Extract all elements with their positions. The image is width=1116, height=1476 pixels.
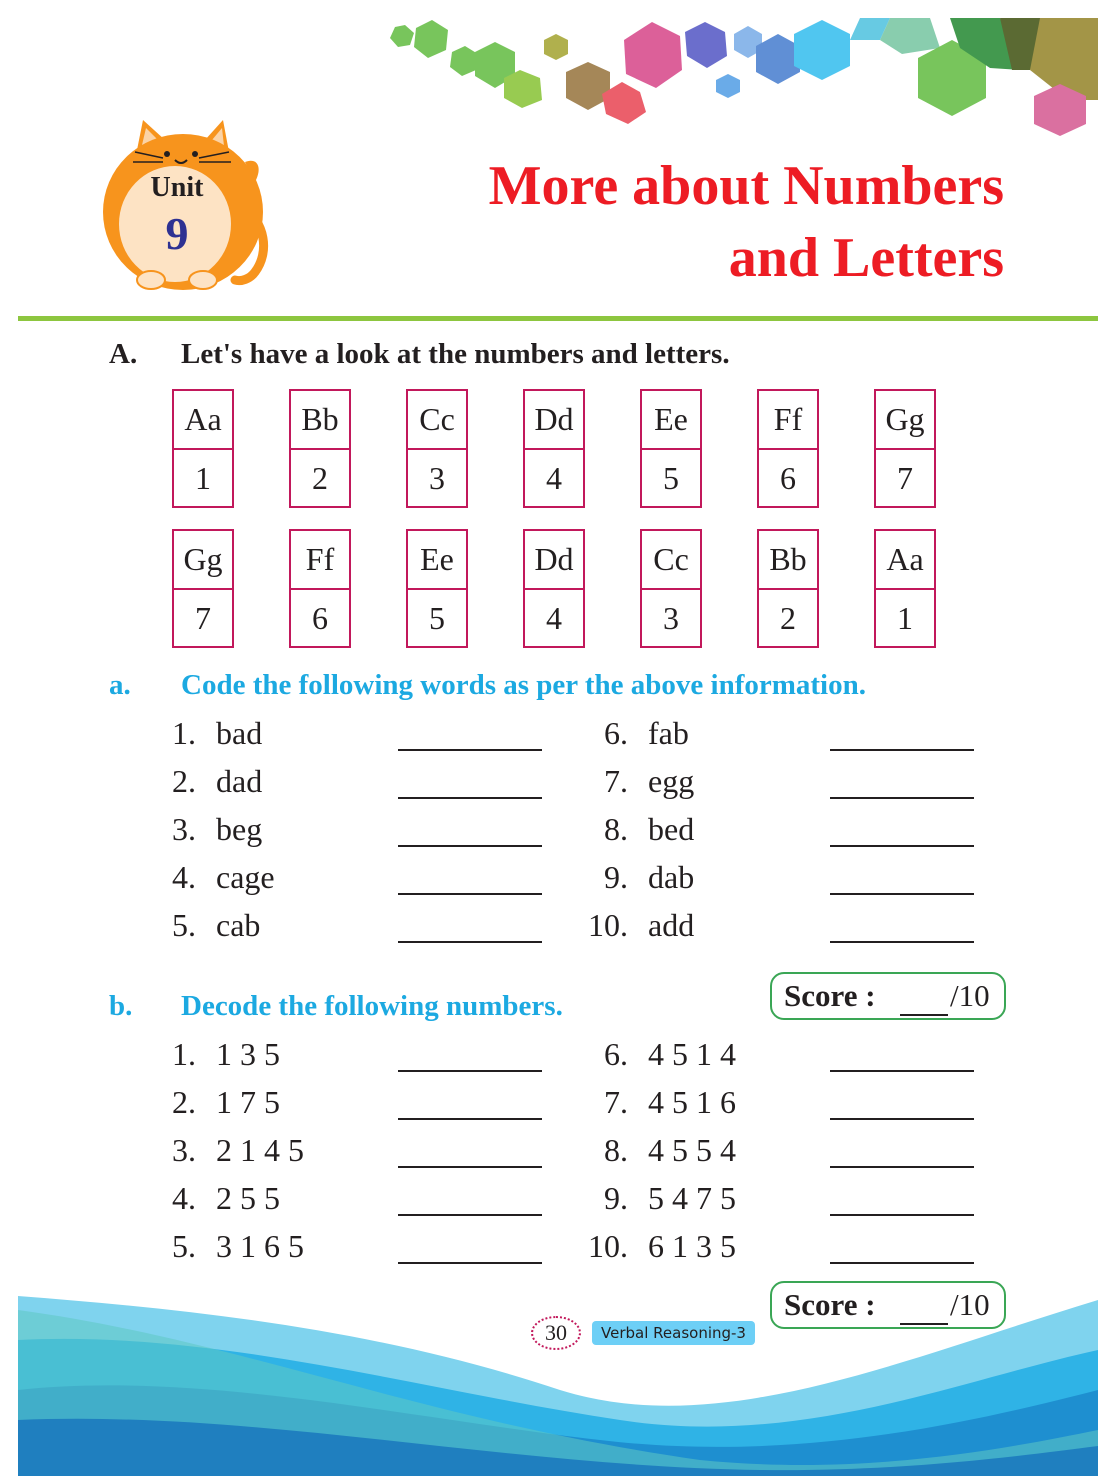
question-row (572, 1180, 992, 1222)
box-number: 3 (663, 600, 679, 636)
box-number: 1 (195, 460, 211, 496)
question-text: 2 1 4 5 (216, 1132, 304, 1168)
question-number: 3. (172, 1132, 196, 1168)
question-row (140, 763, 560, 805)
answer-blank[interactable] (398, 1214, 542, 1216)
question-text: dab (648, 859, 695, 895)
question-text: 6 1 3 5 (648, 1228, 736, 1264)
box-number: 2 (312, 460, 328, 496)
question-number: 1. (172, 1036, 196, 1072)
box-letter: Ff (291, 531, 349, 590)
question-number: 1. (172, 715, 196, 751)
question-row (140, 1132, 560, 1174)
part-a-title: Code the following words as per the above information. (181, 669, 866, 701)
score-blank[interactable] (900, 1323, 948, 1325)
question-number: 8. (604, 811, 628, 847)
question-number: 5. (172, 1228, 196, 1264)
letter-number-box (289, 389, 351, 508)
question-number: 3. (172, 811, 196, 847)
question-text: 2 5 5 (216, 1180, 280, 1216)
score-label: Score : (784, 978, 876, 1013)
question-row (572, 1036, 992, 1078)
question-text: 5 4 7 5 (648, 1180, 736, 1216)
box-letter: Aa (876, 531, 934, 590)
question-number: 9. (604, 1180, 628, 1216)
answer-blank[interactable] (830, 1262, 974, 1264)
box-letter: Bb (291, 391, 349, 450)
answer-blank[interactable] (398, 1070, 542, 1072)
box-letter: Dd (525, 391, 583, 450)
question-text: bed (648, 811, 695, 847)
score-total: /10 (950, 978, 990, 1013)
answer-blank[interactable] (830, 1070, 974, 1072)
answer-blank[interactable] (398, 797, 542, 799)
box-number: 2 (780, 600, 796, 636)
question-number: 6. (604, 715, 628, 751)
page-title-line2: and Letters (728, 227, 1004, 289)
box-letter: Ee (642, 391, 700, 450)
question-row (572, 1228, 992, 1270)
question-row (572, 859, 992, 901)
box-letter: Cc (642, 531, 700, 590)
question-number: 7. (604, 1084, 628, 1120)
answer-blank[interactable] (830, 845, 974, 847)
question-text: 4 5 5 4 (648, 1132, 736, 1168)
box-number: 7 (897, 460, 913, 496)
question-row (572, 811, 992, 853)
answer-blank[interactable] (398, 1166, 542, 1168)
question-text: 3 1 6 5 (216, 1228, 304, 1264)
question-text: dad (216, 763, 263, 799)
question-row (572, 907, 992, 949)
question-text: add (648, 907, 695, 943)
answer-blank[interactable] (830, 1166, 974, 1168)
answer-blank[interactable] (398, 845, 542, 847)
letter-number-box (406, 529, 468, 648)
book-title: Verbal Reasoning-3 (592, 1321, 755, 1345)
question-row (140, 1228, 560, 1270)
question-row (140, 715, 560, 757)
box-number: 4 (546, 600, 562, 636)
letter-number-box (757, 529, 819, 648)
question-number: 2. (172, 763, 196, 799)
answer-blank[interactable] (830, 1118, 974, 1120)
box-number: 4 (546, 460, 562, 496)
question-row (572, 763, 992, 805)
question-number: 6. (604, 1036, 628, 1072)
box-number: 6 (312, 600, 328, 636)
question-number: 7. (604, 763, 628, 799)
box-letter: Gg (174, 531, 232, 590)
answer-blank[interactable] (398, 941, 542, 943)
letter-number-box (406, 389, 468, 508)
section-a-letter: A. (109, 338, 138, 370)
letter-number-box (172, 389, 234, 508)
box-letter: Dd (525, 531, 583, 590)
box-letter: Ff (759, 391, 817, 450)
question-number: 9. (604, 859, 628, 895)
box-letter: Cc (408, 391, 466, 450)
question-text: egg (648, 763, 695, 799)
question-text: cab (216, 907, 261, 943)
score-label: Score : (784, 1287, 876, 1322)
letter-number-box (289, 529, 351, 648)
question-text: 1 3 5 (216, 1036, 280, 1072)
question-row (140, 1036, 560, 1078)
unit-number: 9 (165, 208, 189, 259)
unit-label: Unit (150, 172, 204, 203)
question-number: 10. (588, 907, 628, 943)
score-box-a (770, 972, 1006, 1020)
question-text: beg (216, 811, 263, 847)
question-row (140, 907, 560, 949)
box-letter: Ee (408, 531, 466, 590)
score-blank[interactable] (900, 1014, 948, 1016)
question-text: 1 7 5 (216, 1084, 280, 1120)
question-number: 10. (588, 1228, 628, 1264)
question-row (140, 811, 560, 853)
question-number: 4. (172, 859, 196, 895)
question-text: cage (216, 859, 275, 895)
answer-blank[interactable] (398, 1118, 542, 1120)
answer-blank[interactable] (398, 749, 542, 751)
question-row (140, 1180, 560, 1222)
question-row (140, 859, 560, 901)
letter-number-box (640, 529, 702, 648)
box-number: 6 (780, 460, 796, 496)
letter-number-box (640, 389, 702, 508)
section-a-title: Let's have a look at the numbers and letters. (181, 338, 730, 370)
box-number: 3 (429, 460, 445, 496)
cat-mascot-icon (95, 112, 275, 297)
score-box-b (770, 1281, 1006, 1329)
question-number: 8. (604, 1132, 628, 1168)
answer-blank[interactable] (830, 893, 974, 895)
letter-number-box (757, 389, 819, 508)
question-row (572, 1084, 992, 1126)
part-b-title: Decode the following numbers. (181, 990, 563, 1022)
letter-number-box (523, 389, 585, 508)
question-number: 2. (172, 1084, 196, 1120)
box-number: 5 (429, 600, 445, 636)
question-text: fab (648, 715, 689, 751)
letter-number-box (172, 529, 234, 648)
part-a-letter: a. (109, 669, 131, 701)
question-number: 4. (172, 1180, 196, 1216)
score-total: /10 (950, 1287, 990, 1322)
letter-number-box (874, 389, 936, 508)
question-text: bad (216, 715, 263, 751)
box-letter: Gg (876, 391, 934, 450)
answer-blank[interactable] (830, 749, 974, 751)
page-title-line1: More about Numbers (488, 155, 1004, 217)
answer-blank[interactable] (398, 893, 542, 895)
box-letter: Bb (759, 531, 817, 590)
title-divider (18, 316, 1098, 321)
page-number: 30 (531, 1316, 581, 1350)
answer-blank[interactable] (830, 797, 974, 799)
letter-number-box (523, 529, 585, 648)
question-row (572, 715, 992, 757)
question-text: 4 5 1 6 (648, 1084, 736, 1120)
box-number: 1 (897, 600, 913, 636)
part-b-letter: b. (109, 990, 133, 1022)
answer-blank[interactable] (830, 941, 974, 943)
answer-blank[interactable] (398, 1262, 542, 1264)
question-text: 4 5 1 4 (648, 1036, 736, 1072)
question-number: 5. (172, 907, 196, 943)
question-row (572, 1132, 992, 1174)
question-row (140, 1084, 560, 1126)
answer-blank[interactable] (830, 1214, 974, 1216)
box-number: 7 (195, 600, 211, 636)
letter-number-box (874, 529, 936, 648)
box-letter: Aa (174, 391, 232, 450)
box-number: 5 (663, 460, 679, 496)
